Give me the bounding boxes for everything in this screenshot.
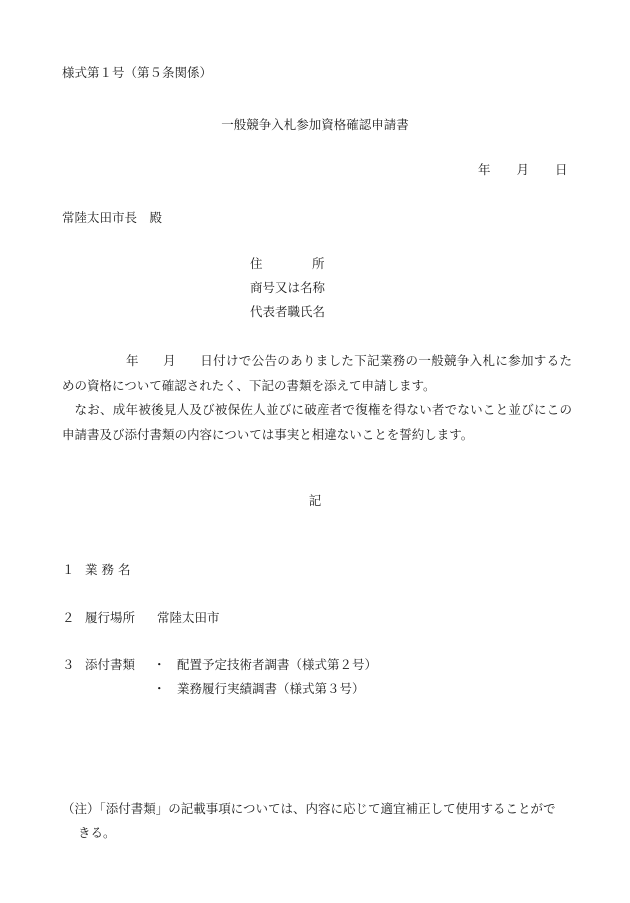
date-day-label: 日 xyxy=(555,162,568,177)
attached-doc-1: 配置予定技術者調書（様式第２号） xyxy=(177,657,378,672)
date-month-label: 月 xyxy=(516,162,530,177)
bullet: ・ xyxy=(153,657,166,672)
footnote-line-1: （注）「添付書類」の記載事項については、内容に応じて適宜補正して使用することがで xyxy=(62,801,556,816)
form-number: 様式第１号（第５条関係） xyxy=(62,65,213,80)
item-attached-documents-2 xyxy=(62,681,365,697)
applicant-address-label: 住 所 xyxy=(250,256,325,271)
ki-heading: 記 xyxy=(308,493,322,508)
attached-doc-2: 業務履行実績調書（様式第３号） xyxy=(177,681,365,696)
item-performance-place: ２ 履行場所 常陸太田市 xyxy=(62,610,220,625)
applicant-company-label: 商号又は名称 xyxy=(250,280,326,295)
applicant-block xyxy=(250,256,325,328)
performance-place-value: 常陸太田市 xyxy=(157,610,220,625)
applicant-representative-label: 代表者職氏名 xyxy=(250,304,326,319)
footnote xyxy=(62,797,578,845)
addressee: 常陸太田市長 殿 xyxy=(62,210,163,225)
date-year-label: 年 xyxy=(478,162,491,177)
body-paragraph-1: 年 月 日付けで公告のありました下記業務の一般競争入札に参加するための資格について確認されたく、下記の書類を添えて申請します。 xyxy=(62,353,572,393)
document-title: 一般競争入札参加資格確認申請書 xyxy=(221,117,409,132)
application-body xyxy=(62,349,572,447)
date-line xyxy=(478,162,568,178)
body-paragraph-2: なお、成年被後見人及び被保佐人並びに破産者で復権を得ない者でないこと並びにこの申請書及び添付書類の内容については事実と相違ないことを誓約します。 xyxy=(62,402,572,442)
item-attached-documents: ３ 添付書類 ・ 配置予定技術者調書（様式第２号） xyxy=(62,657,378,672)
footnote-line-2: きる。 xyxy=(78,825,116,840)
item-business-name: １ 業 務 名 xyxy=(62,562,131,577)
bullet: ・ xyxy=(153,681,166,696)
